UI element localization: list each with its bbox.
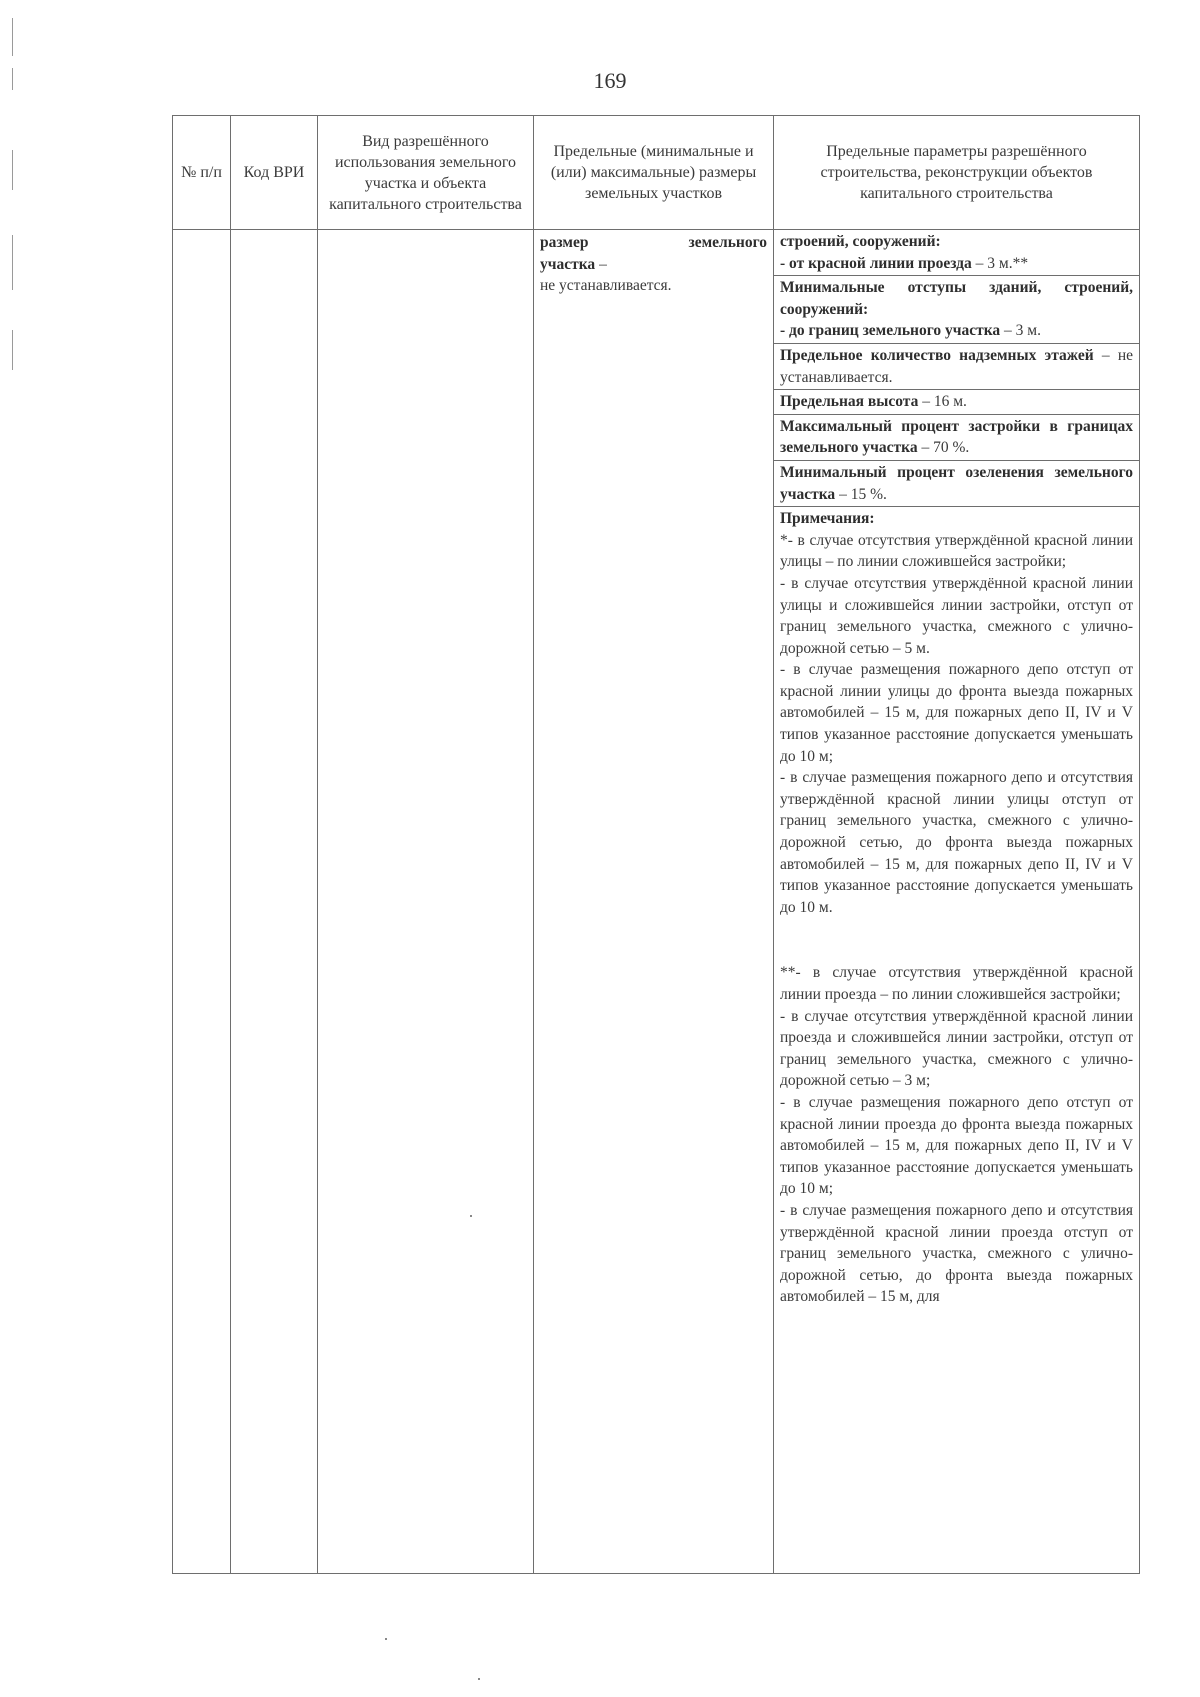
param-value: – 70 %. — [917, 439, 970, 457]
table-header-row — [173, 116, 1140, 230]
note-paragraph: - в случае размещения пожарного депо отступ от красной линии проезда до фронта выезда пожарных автомобилей – 15 м, для пожарных депо II, IV и V типов указанное расстояние допускается уменьшать до 10 м; — [780, 1093, 1133, 1198]
param-value: – не устанавливается. — [780, 346, 1133, 386]
plot-size-label-end: участка — [540, 255, 596, 273]
scan-edge-mark — [12, 68, 13, 90]
param-min-greening — [774, 461, 1139, 507]
param-value: – 3 м.** — [971, 254, 1029, 272]
header-code: Код ВРИ — [231, 116, 318, 230]
param-floors — [774, 344, 1139, 390]
param-label: Предельная высота — [780, 393, 919, 411]
param-label: Минимальные отступы зданий, строений, сооружений: — [780, 279, 1133, 318]
table-row — [173, 230, 1140, 1574]
note-paragraph: - в случае размещения пожарного депо отступ от красной линии улицы до фронта выезда пожарных автомобилей – 15 м, для пожарных депо II, IV и V типов указанное расстояние допускается уменьшать до 10 м; — [780, 661, 1133, 765]
note-paragraph: - в случае размещения пожарного депо и отсутствия утверждённой красной линии улицы отступ от границ земельного участка, смежного с улично-дорожной сетью, до фронта выезда пожарных автомобилей – 15 м, для пожарных депо II, IV и V типов указанное расстояние допускается уменьшать до 10 м. — [780, 769, 1133, 916]
plot-size-value: не устанавливается. — [540, 277, 672, 295]
param-value: – 3 м. — [1000, 322, 1041, 340]
plot-size-label: размер земельного — [540, 234, 767, 251]
plot-size-text — [540, 232, 767, 254]
note-paragraph: - в случае отсутствия утверждённой красной линии улицы и сложившейся линии застройки, отступ от границ земельного участка, смежного с улично-дорожной сетью – 5 м. — [780, 574, 1133, 657]
cell-plot-size — [534, 230, 774, 1574]
param-max-coverage — [774, 415, 1139, 461]
param-value: – 15 %. — [835, 485, 887, 503]
param-setback-red-line — [774, 230, 1139, 276]
scan-speck — [385, 1638, 387, 1640]
page-number: 169 — [593, 68, 627, 93]
param-sublabel: - до границ земельного участка — [780, 322, 1001, 340]
param-max-height — [774, 390, 1139, 415]
cell-use-type — [318, 230, 534, 1574]
param-label: строений, сооружений: — [780, 233, 941, 250]
scan-speck — [478, 1678, 480, 1680]
plot-size-dash-line — [540, 254, 767, 276]
notes-title: Примечания: — [780, 510, 875, 528]
param-min-setbacks — [774, 276, 1139, 344]
notes-block — [774, 507, 1139, 1309]
scan-edge-mark — [12, 235, 13, 290]
param-label: Максимальный процент застройки в границах земельного участка — [780, 417, 1133, 457]
cell-row-number — [173, 230, 231, 1574]
land-use-parameters-table — [172, 115, 1140, 1574]
header-use-type: Вид разрешённого использования земельного участка и объекта капитального строительства — [318, 116, 534, 230]
note-paragraph: - в случае размещения пожарного депо и отсутствия утверждённой красной линии проезда отступ от границ земельного участка, смежного с улично-дорожной сетью, до фронта выезда пожарных автомобилей – 15 м, для — [780, 1201, 1133, 1306]
notes-spacer — [780, 918, 1133, 940]
cell-construction-params — [774, 230, 1140, 1574]
scan-edge-mark — [12, 330, 13, 370]
scan-edge-mark — [12, 18, 13, 56]
param-label: Минимальный процент озеленения земельного участка — [780, 463, 1133, 503]
plot-size-dash: – — [595, 255, 607, 273]
header-construction-params: Предельные параметры разрешённого строительства, реконструкции объектов капитального строительства — [774, 116, 1140, 230]
scan-edge-mark — [12, 150, 13, 190]
note-paragraph: **- в случае отсутствия утверждённой красной линии проезда – по линии сложившейся застройки; — [780, 964, 1133, 1003]
param-value: – 16 м. — [918, 393, 967, 411]
header-row-number: № п/п — [173, 116, 231, 230]
cell-code — [231, 230, 318, 1574]
notes-spacer — [780, 940, 1133, 962]
param-sublabel: - от красной линии проезда — [780, 254, 972, 272]
header-plot-size: Предельные (минимальные и (или) максимальные) размеры земельных участков — [534, 116, 774, 230]
note-paragraph: - в случае отсутствия утверждённой красной линии проезда и сложившейся линии застройки, отступ от границ земельного участка, смежного с улично-дорожной сетью – 3 м; — [780, 1007, 1133, 1090]
param-label: Предельное количество надземных этажей — [780, 346, 1094, 364]
note-paragraph: *- в случае отсутствия утверждённой красной линии улицы – по линии сложившейся застройки; — [780, 531, 1133, 571]
